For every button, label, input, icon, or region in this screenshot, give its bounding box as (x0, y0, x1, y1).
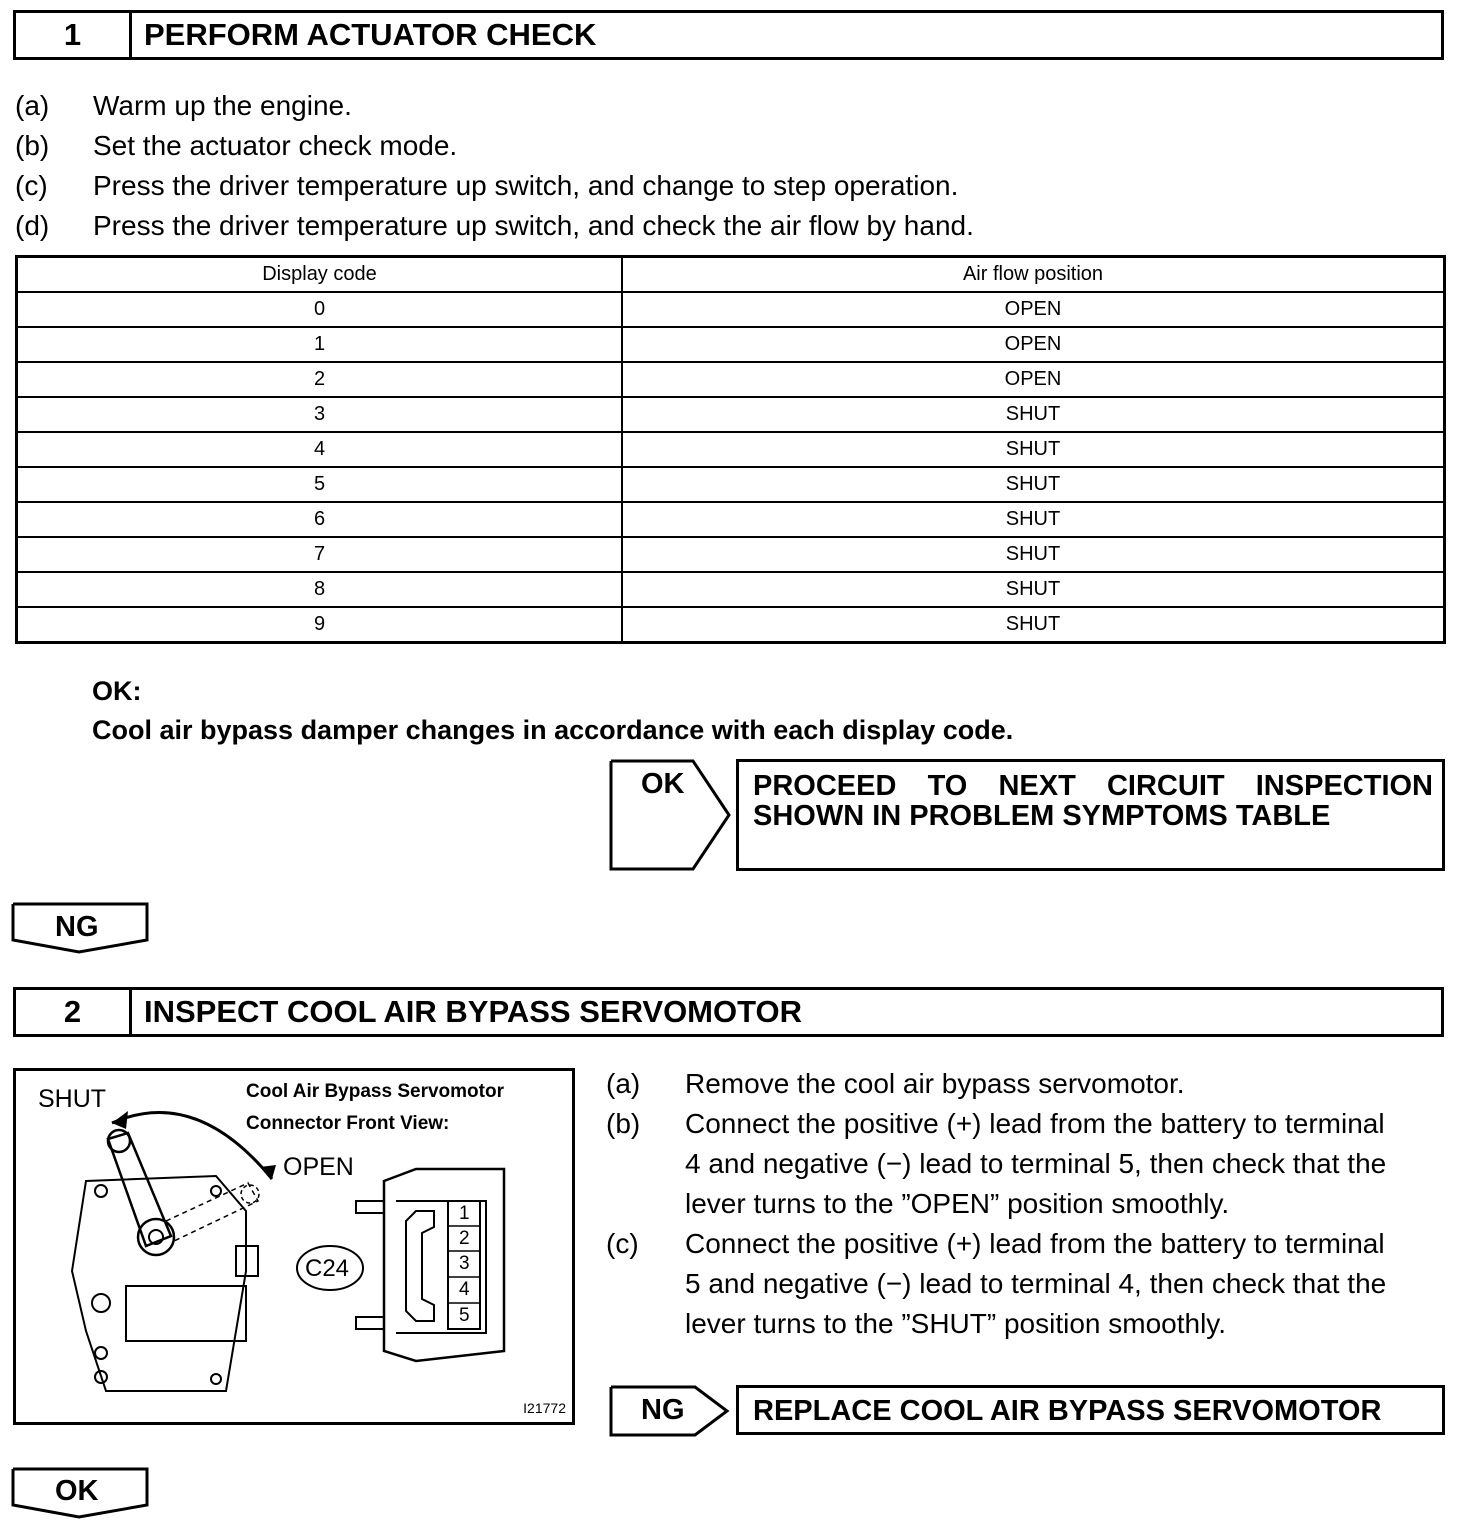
instruction-text: Set the actuator check mode. (93, 130, 458, 161)
table-cell: OPEN (622, 292, 1445, 327)
table-cell: SHUT (622, 467, 1445, 502)
step-2-header (13, 987, 1444, 1037)
step-2-instructions (606, 1064, 1456, 1344)
figure-caption-line-2: Connector Front View: (246, 1113, 450, 1134)
table-cell: 2 (17, 362, 623, 397)
table-cell: SHUT (622, 502, 1445, 537)
ok-label: OK: (92, 676, 142, 706)
table-row (17, 502, 1445, 537)
figure-caption-line-1: Cool Air Bypass Servomotor (246, 1081, 504, 1102)
table-cell: 8 (17, 572, 623, 607)
instruction-line: Connect the positive (+) lead from the battery to terminal (685, 1108, 1385, 1139)
step-title: INSPECT COOL AIR BYPASS SERVOMOTOR (144, 994, 802, 1029)
instruction-text: Press the driver temperature up switch, and change to step operation. (93, 170, 959, 201)
table-cell: SHUT (622, 607, 1445, 643)
instruction-label: (d) (15, 210, 50, 241)
instruction-line: Connect the positive (+) lead from the battery to terminal (685, 1228, 1385, 1259)
ok-criteria: Cool air bypass damper changes in accordance with each display code. (92, 715, 1014, 745)
instruction-label: (b) (606, 1108, 641, 1139)
instruction-item (15, 166, 974, 206)
table-cell: 6 (17, 502, 623, 537)
instruction-label: (a) (15, 90, 50, 121)
instruction-line: 4 and negative (−) lead to terminal 5, then check that the (685, 1148, 1387, 1179)
table-cell: SHUT (622, 537, 1445, 572)
instruction-item (15, 126, 974, 166)
instruction-line: lever turns to the ”SHUT” position smoothly. (685, 1308, 1227, 1339)
table-row (17, 292, 1445, 327)
instruction-line: 5 and negative (−) lead to terminal 4, then check that the (685, 1268, 1387, 1299)
shut-label: SHUT (38, 1085, 107, 1113)
ok-tag-label: OK (55, 1475, 99, 1507)
table-cell: 7 (17, 537, 623, 572)
instruction-label: (c) (15, 170, 48, 201)
table-cell: SHUT (622, 397, 1445, 432)
table-cell: 5 (17, 467, 623, 502)
table-cell: 1 (17, 327, 623, 362)
table-row (17, 327, 1445, 362)
connector-code: C24 (305, 1255, 350, 1282)
instruction-item (15, 206, 974, 246)
ok-result-box (736, 759, 1445, 871)
display-code-table (15, 255, 1446, 644)
table-cell: OPEN (622, 327, 1445, 362)
table-row (17, 537, 1445, 572)
table-cell: SHUT (622, 572, 1445, 607)
instruction-label: (b) (15, 130, 50, 161)
instruction-item (15, 86, 974, 126)
pin-number: 2 (459, 1228, 470, 1249)
table-row (17, 362, 1445, 397)
table-header-row (17, 257, 1445, 293)
instruction-item (606, 1224, 1456, 1344)
ok-tag-label: OK (641, 768, 685, 800)
pin-number: 5 (459, 1305, 470, 1326)
pin-number: 1 (459, 1203, 470, 1224)
figure-id: I21772 (523, 1400, 566, 1416)
open-label: OPEN (283, 1153, 354, 1181)
ng-tag-label: NG (641, 1394, 685, 1426)
table-cell: 4 (17, 432, 623, 467)
table-row (17, 467, 1445, 502)
table-cell: 0 (17, 292, 623, 327)
step-1-instructions (15, 86, 974, 246)
instruction-item (606, 1104, 1456, 1224)
table-cell: SHUT (622, 432, 1445, 467)
ng-tag-label: NG (55, 911, 99, 943)
instruction-line: Remove the cool air bypass servomotor. (685, 1068, 1185, 1099)
step-number: 1 (16, 13, 132, 57)
pin-number: 3 (459, 1253, 470, 1274)
servomotor-figure (13, 1068, 575, 1425)
table-cell: 9 (17, 607, 623, 643)
ok-result-line-2: SHOWN IN PROBLEM SYMPTOMS TABLE (753, 800, 1331, 832)
ng-result-text: REPLACE COOL AIR BYPASS SERVOMOTOR (753, 1395, 1382, 1427)
table-row (17, 432, 1445, 467)
instruction-text: Warm up the engine. (93, 90, 352, 121)
table-cell: OPEN (622, 362, 1445, 397)
table-row (17, 397, 1445, 432)
instruction-label: (c) (606, 1228, 639, 1259)
instruction-text: Press the driver temperature up switch, and check the air flow by hand. (93, 210, 974, 241)
column-header: Display code (17, 257, 623, 293)
table-row (17, 572, 1445, 607)
column-header: Air flow position (622, 257, 1445, 293)
table-row (17, 607, 1445, 643)
instruction-line: lever turns to the ”OPEN” position smoothly. (685, 1188, 1230, 1219)
step-1-header (13, 10, 1444, 60)
instruction-label: (a) (606, 1068, 641, 1099)
step-title: PERFORM ACTUATOR CHECK (144, 17, 597, 52)
pin-number: 4 (459, 1279, 470, 1300)
ok-result-line-1: PROCEED TO NEXT CIRCUIT INSPECTION (753, 770, 1433, 802)
ng-result-box (736, 1385, 1445, 1435)
step-number: 2 (16, 990, 132, 1034)
instruction-item (606, 1064, 1456, 1104)
table-cell: 3 (17, 397, 623, 432)
